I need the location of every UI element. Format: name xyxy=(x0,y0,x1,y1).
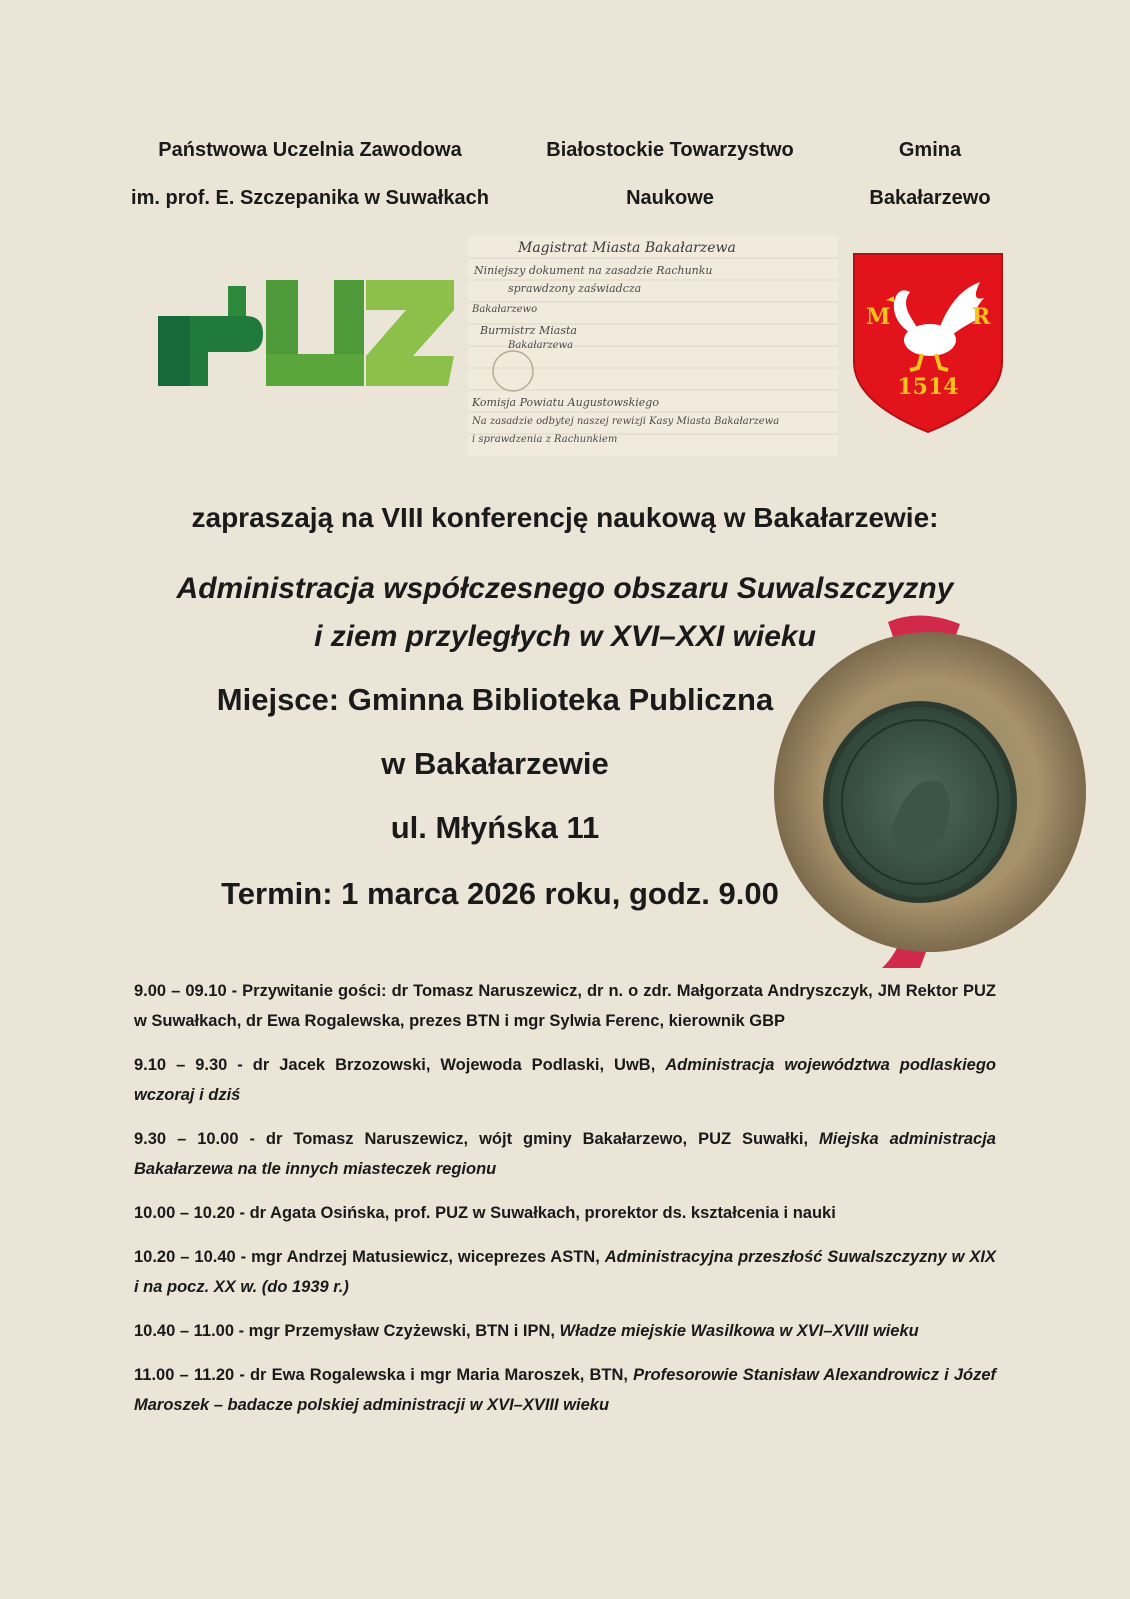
program-item-text: 9.00 – 09.10 - Przywitanie gości: dr Tomasz Naruszewicz, dr n. o zdr. Małgorzata Andryszczyk, JM Rektor PUZ w Suwałkach, dr Ewa Rogalewska, prezes BTN i mgr Sylwia Ferenc, kierownik GBP xyxy=(134,982,996,1030)
doc-line-5: Burmistrz Miasta xyxy=(480,324,577,337)
puz-logo xyxy=(158,280,458,390)
program-list xyxy=(134,976,996,1434)
program-item-topic: Administracyjna przeszłość Suwalszczyzny w XIX i na pocz. XX w. (do 1939 r.) xyxy=(134,1248,996,1296)
doc-line-9: i sprawdzenia z Rachunkiem xyxy=(472,434,618,445)
doc-line-4: Bakałarzewo xyxy=(472,304,538,315)
title-line2: i ziem przyległych w XVI–XXI wieku xyxy=(314,620,816,653)
doc-line-8: Na zasadzie odbytej naszej rewizji Kasy Miasta Bakałarzewa xyxy=(472,416,780,427)
program-item-topic: Administracja województwa podlaskiego wczoraj i dziś xyxy=(134,1056,997,1104)
doc-line-1: Magistrat Miasta Bakałarzewa xyxy=(518,240,736,256)
program-item-text: 10.40 – 11.00 - mgr Przemysław Czyżewski, BTN i IPN, xyxy=(134,1322,560,1340)
program-item-text: 11.00 – 11.20 - dr Ewa Rogalewska i mgr Maria Maroszek, BTN, xyxy=(134,1366,634,1384)
org-puz-line1: Państwowa Uczelnia Zawodowa xyxy=(158,139,462,161)
venue-line3: ul. Młyńska 11 xyxy=(390,810,600,845)
coat-of-arms xyxy=(852,252,1004,434)
arms-letter-left: M xyxy=(866,304,891,330)
program-item-text: 9.10 – 9.30 - dr Jacek Brzozowski, Wojewoda Podlaski, UwB, xyxy=(134,1056,666,1074)
document-stamp xyxy=(493,351,533,391)
program-item-text: 9.30 – 10.00 - dr Tomasz Naruszewicz, wójt gminy Bakałarzewo, PUZ Suwałki, xyxy=(134,1130,820,1148)
arms-year: 1514 xyxy=(897,374,959,400)
org-gmina xyxy=(840,126,1020,222)
program-item-topic: Władze miejskie Wasilkowa w XVI–XVIII wieku xyxy=(559,1322,919,1340)
historic-document-image xyxy=(468,236,838,456)
program-item xyxy=(134,1124,996,1184)
program-item-text: 10.20 – 10.40 - mgr Andrzej Matusiewicz, wiceprezes ASTN, xyxy=(134,1248,605,1266)
program-item xyxy=(134,1198,996,1228)
event-date: Termin: 1 marca 2026 roku, godz. 9.00 xyxy=(221,876,779,911)
org-btn-line2: Naukowe xyxy=(626,187,714,209)
doc-line-2: Niniejszy dokument na zasadzie Rachunku xyxy=(474,264,713,277)
program-item xyxy=(134,1360,996,1420)
program-item-text: 10.00 – 10.20 - dr Agata Osińska, prof. PUZ w Suwałkach, prorektor ds. kształcenia i nauki xyxy=(134,1204,836,1222)
wax-seal-image xyxy=(770,612,1110,972)
shield-icon xyxy=(852,252,1004,434)
venue-line2: w Bakałarzewie xyxy=(381,746,609,781)
program-item-topic: Miejska administracja Bakałarzewa na tle innych miasteczek regionu xyxy=(134,1130,996,1178)
org-btn-line1: Białostockie Towarzystwo xyxy=(546,139,794,161)
doc-line-7: Komisja Powiatu Augustowskiego xyxy=(472,396,659,409)
doc-line-3: sprawdzony zaświadcza xyxy=(508,282,642,295)
org-gmina-line1: Gmina xyxy=(898,139,962,161)
org-puz xyxy=(130,126,490,222)
org-btn xyxy=(530,126,810,222)
program-item xyxy=(134,1316,996,1346)
title-line1: Administracja współczesnego obszaru Suwalszczyzny xyxy=(176,572,954,605)
org-gmina-line2: Bakałarzewo xyxy=(869,187,991,209)
doc-line-6: Bakałarzewa xyxy=(508,340,574,351)
org-puz-line2: im. prof. E. Szczepanika w Suwałkach xyxy=(131,187,489,209)
program-item-topic: Profesorowie Stanisław Alexandrowicz i Józef Maroszek – badacze polskiej administracji w XVI–XVIII wieku xyxy=(134,1366,996,1414)
program-item xyxy=(134,1050,996,1110)
program-item xyxy=(134,1242,996,1302)
conference-title xyxy=(100,565,1030,661)
venue-line1: Miejsce: Gminna Biblioteka Publiczna xyxy=(216,682,774,717)
arms-letter-right: R xyxy=(972,304,991,330)
invitation-text: zapraszają na VIII konferencję naukową w Bakałarzewie: xyxy=(191,502,939,533)
program-item xyxy=(134,976,996,1036)
